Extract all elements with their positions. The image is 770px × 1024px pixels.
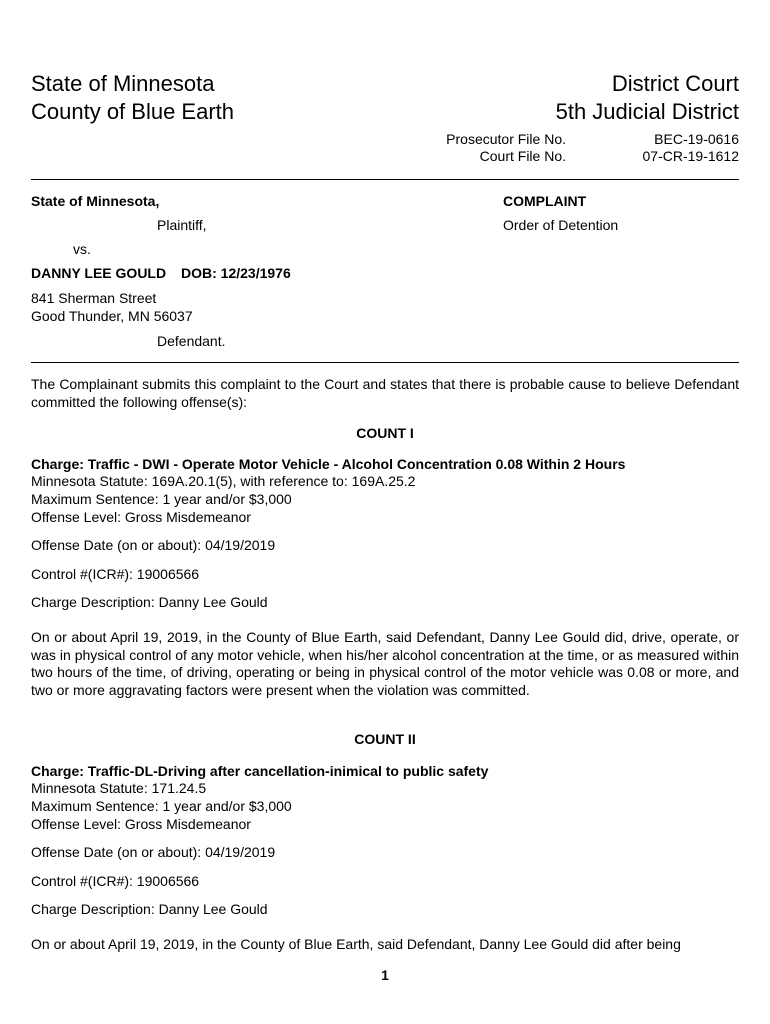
- count-narrative: On or about April 19, 2019, in the County of Blue Earth, said Defendant, Danny Lee Gould did after being: [31, 936, 681, 952]
- state-name: State of Minnesota: [31, 71, 215, 96]
- prosecutor-file-label: Prosecutor File No.: [446, 131, 566, 147]
- offense-date: Offense Date (on or about): 04/19/2019: [31, 537, 276, 553]
- plaintiff-name: State of Minnesota,: [31, 193, 160, 209]
- top-divider: [31, 179, 739, 180]
- county-name: County of Blue Earth: [31, 99, 235, 124]
- intro-paragraph: The Complainant submits this complaint to the Court and states that there is probable cause to believe Defendant committed the following offense(s):: [31, 376, 739, 410]
- count-heading: COUNT I: [356, 425, 414, 441]
- count-heading: COUNT II: [354, 731, 416, 747]
- statute: Minnesota Statute: 169A.20.1(5), with reference to: 169A.25.2: [31, 473, 416, 489]
- caption-divider: [31, 362, 739, 363]
- versus-label: vs.: [73, 241, 91, 257]
- count-narrative: On or about April 19, 2019, in the County of Blue Earth, said Defendant, Danny Lee Gould did, drive, operate, or was in physical control of any motor vehicle, when his/her alcohol concentration at the time, or as measured within two hours of the time, of driving, operating or being in physical control of the motor vehicle was 0.08 or more, and two or more aggravating factors were present when the violation was committed.: [31, 629, 739, 698]
- court-file-value: 07-CR-19-1612: [642, 148, 739, 164]
- control-number: Control #(ICR#): 19006566: [31, 873, 200, 889]
- charge-title: Charge: Traffic - DWI - Operate Motor Vehicle - Alcohol Concentration 0.08 Within 2 Hours: [31, 456, 626, 472]
- defendant-address-city: Good Thunder, MN 56037: [31, 308, 193, 324]
- file-number-values: [643, 131, 740, 165]
- header-left: [31, 70, 234, 126]
- header-right: [556, 70, 739, 126]
- judicial-district: 5th Judicial District: [555, 99, 739, 124]
- defendant-name: DANNY LEE GOULD: [31, 265, 167, 281]
- offense-date: Offense Date (on or about): 04/19/2019: [31, 844, 276, 860]
- charge-description: Charge Description: Danny Lee Gould: [31, 901, 268, 917]
- charge-title: Charge: Traffic-DL-Driving after cancellation-inimical to public safety: [31, 763, 489, 779]
- defendant-dob: DOB: 12/23/1976: [181, 265, 291, 281]
- defendant-role: Defendant.: [157, 333, 226, 349]
- court-file-label: Court File No.: [479, 148, 566, 164]
- offense-level: Offense Level: Gross Misdemeanor: [31, 509, 251, 525]
- plaintiff-role: Plaintiff,: [157, 217, 207, 233]
- statute: Minnesota Statute: 171.24.5: [31, 780, 207, 796]
- offense-level: Offense Level: Gross Misdemeanor: [31, 816, 251, 832]
- max-sentence: Maximum Sentence: 1 year and/or $3,000: [31, 491, 292, 507]
- document-page: [31, 0, 739, 1024]
- max-sentence: Maximum Sentence: 1 year and/or $3,000: [31, 798, 292, 814]
- document-subtype: Order of Detention: [503, 217, 619, 233]
- page-number: 1: [381, 967, 389, 983]
- document-type: COMPLAINT: [503, 193, 587, 209]
- file-number-labels: [446, 131, 566, 165]
- court-name: District Court: [611, 71, 739, 96]
- control-number: Control #(ICR#): 19006566: [31, 566, 200, 582]
- prosecutor-file-value: BEC-19-0616: [654, 131, 739, 147]
- charge-description: Charge Description: Danny Lee Gould: [31, 594, 268, 610]
- defendant-address-street: 841 Sherman Street: [31, 290, 157, 306]
